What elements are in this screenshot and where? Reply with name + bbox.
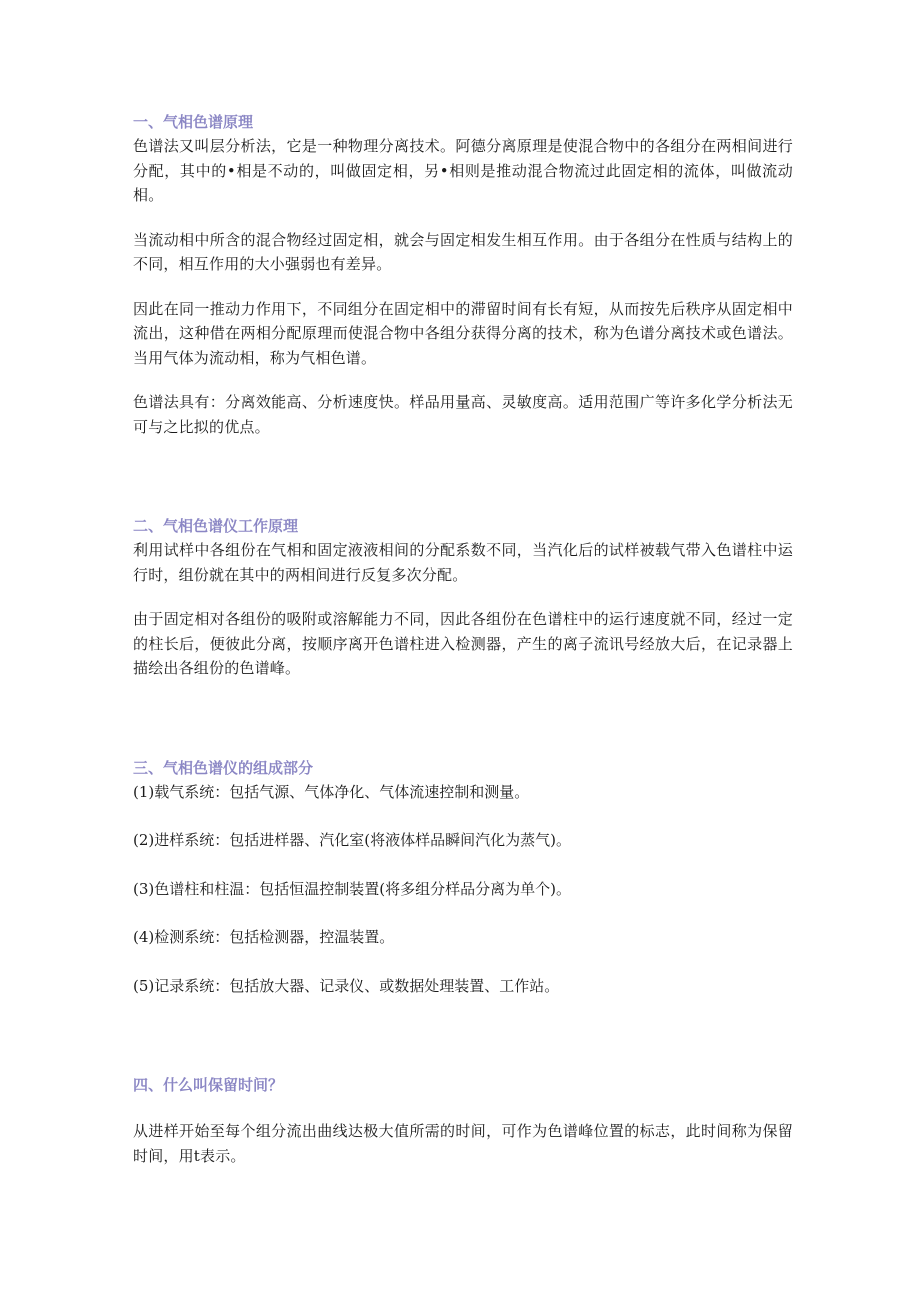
paragraph: 利用试样中各组份在气相和固定液液相间的分配系数不同，当汽化后的试样被载气带入色谱柱中运行时，组份就在其中的两相间进行反复多次分配。 [133,541,793,584]
paragraph: 色谱法具有：分离效能高、分析速度快。样品用量高、灵敏度高。适用范围广等许多化学分析法无可与之比拟的优点。 [133,393,793,436]
list-item: (4)检测系统：包括检测器，控温装置。 [133,928,395,946]
section-heading-retention-time: 四、什么叫保留时间？ [133,1076,284,1094]
section-heading-components: 三、气相色谱仪的组成部分 [133,758,314,777]
list-item: (5)记录系统：包括放大器、记录仪、或数据处理装置、工作站。 [133,976,560,995]
paragraph: 由于固定相对各组份的吸附或溶解能力不同，因此各组份在色谱柱中的运行速度就不同，经过一定的柱长后，便彼此分离，按顺序离开色谱柱进入检测器，产生的离子流讯号经放大后，在记录器上描绘出各组份的色谱峰。 [133,610,793,677]
paragraph: 从进样开始至每个组分流出曲线达极大值所需的时间，可作为色谱峰位置的标志，此时间称为保留时间，用t表示。 [133,1122,793,1165]
list-item: (3)色谱柱和柱温：包括恒温控制装置(将多组分样品分离为单个)。 [133,879,571,898]
paragraph: 色谱法又叫层分析法，它是一种物理分离技术。阿德分离原理是使混合物中的各组分在两相间进行分配，其中的•相是不动的，叫做固定相，另•相则是推动混合物流过此固定相的流体，叫做流动相。 [133,137,793,204]
paragraph: 当流动相中所含的混合物经过固定相，就会与固定相发生相互作用。由于各组分在性质与结构上的不同，相互作用的大小强弱也有差异。 [133,230,793,273]
document-page [133,110,793,1168]
paragraph: 因此在同一推动力作用下，不同组分在固定相中的滞留时间有长有短，从而按先后秩序从固定相中流出，这种借在两相分配原理而使混合物中各组分获得分离的技术，称为色谱分离技术或色谱法。当用气体为流动相，称为气相色谱。 [133,299,793,367]
list-item: (2)进样系统：包括进样器、汽化室(将液体样品瞬间汽化为蒸气)。 [133,831,571,849]
section-heading-working-principle: 二、气相色谱仪工作原理 [133,517,299,535]
list-item: (1)载气系统：包括气源、气体净化、气体流速控制和测量。 [133,782,530,801]
section-heading-principle: 一、气相色谱原理 [133,113,254,131]
